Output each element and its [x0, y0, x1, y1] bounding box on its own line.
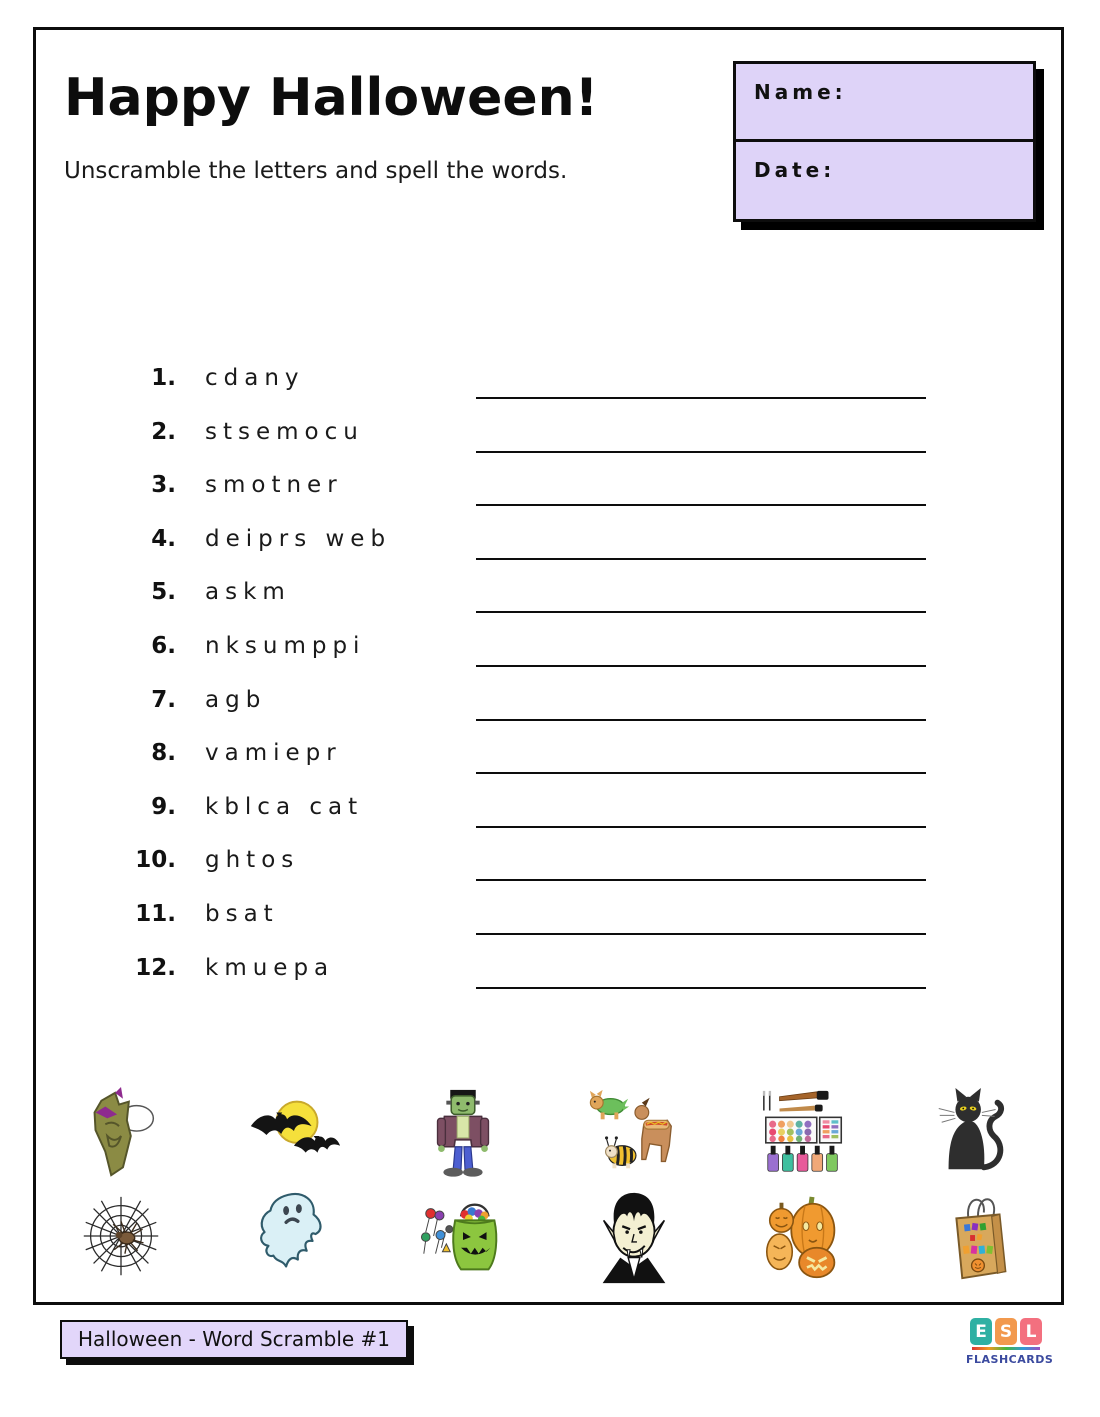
item-number: 4. [151, 525, 176, 552]
mask-icon [69, 1085, 173, 1183]
clipart-vampire [548, 1186, 719, 1290]
item-number: 3. [151, 472, 176, 499]
answer-line [476, 719, 926, 721]
scrambled-word: ghtos [205, 847, 300, 874]
scrambled-word: smotner [205, 472, 343, 499]
scrambled-word: cdany [205, 365, 305, 391]
logo-caption: FLASHCARDS [966, 1353, 1054, 1366]
scrambled-word: vamiepr [205, 740, 342, 767]
clipart-candy-bucket [378, 1186, 549, 1290]
clipart-grid [36, 1082, 1061, 1294]
scrambled-word: agb [205, 686, 267, 713]
word-scramble-list [130, 356, 927, 999]
item-number: 6. [151, 632, 176, 659]
ghost-icon [240, 1189, 344, 1287]
clipart-spider-web [36, 1186, 207, 1290]
frankenstein-monster-icon [411, 1085, 515, 1183]
answer-line [476, 611, 926, 613]
scrambled-word: askm [205, 579, 291, 606]
scrambled-word: stsemocu [205, 418, 364, 445]
list-item [130, 463, 927, 517]
answer-line [476, 933, 926, 935]
item-number: 1. [151, 365, 176, 391]
esl-flashcards-logo [966, 1318, 1054, 1366]
trick-or-treat-bag-icon [924, 1189, 1028, 1287]
answer-line [476, 879, 926, 881]
list-item [130, 678, 927, 732]
name-date-box [733, 61, 1036, 222]
scrambled-word: kmuepa [205, 954, 335, 981]
list-item [130, 838, 927, 892]
dogs-in-costumes-icon [582, 1085, 686, 1183]
item-number: 12. [135, 954, 176, 981]
makeup-kit-icon [753, 1085, 857, 1183]
scrambled-word: deiprs web [205, 525, 392, 552]
clipart-frankenstein [378, 1082, 549, 1186]
page-title: Happy Halloween! [64, 68, 599, 128]
clipart-makeup-kit [719, 1082, 890, 1186]
answer-line [476, 987, 926, 989]
clipart-ghost [207, 1186, 378, 1290]
logo-block-l: L [1020, 1318, 1042, 1345]
clipart-trick-or-treat-bag [890, 1186, 1061, 1290]
black-cat-icon [924, 1085, 1028, 1183]
bats-and-moon-icon [240, 1085, 344, 1183]
list-item [130, 410, 927, 464]
item-number: 10. [135, 847, 176, 874]
list-item [130, 517, 927, 571]
clipart-pumpkins [719, 1186, 890, 1290]
logo-letter-blocks [966, 1318, 1046, 1345]
scrambled-word: kblca cat [205, 793, 364, 820]
date-field: Date: [754, 158, 836, 182]
list-item [130, 356, 927, 410]
item-number: 8. [151, 740, 176, 767]
instructions-text: Unscramble the letters and spell the words. [64, 158, 568, 184]
item-number: 11. [135, 900, 176, 927]
item-number: 7. [151, 686, 176, 713]
list-item [130, 892, 927, 946]
name-field: Name: [736, 64, 1033, 142]
answer-line [476, 504, 926, 506]
answer-line [476, 397, 926, 399]
pumpkins-icon [753, 1189, 857, 1287]
item-number: 9. [151, 793, 176, 820]
logo-block-e: E [970, 1318, 992, 1345]
item-number: 5. [151, 579, 176, 606]
list-item [130, 624, 927, 678]
clipart-mask [36, 1082, 207, 1186]
list-item [130, 570, 927, 624]
list-item [130, 785, 927, 839]
clipart-bats-and-moon [207, 1082, 378, 1186]
item-number: 2. [151, 418, 176, 445]
scrambled-word: nksumppi [205, 632, 366, 659]
list-item [130, 946, 927, 1000]
vampire-icon [582, 1189, 686, 1287]
answer-line [476, 558, 926, 560]
worksheet-title-badge: Halloween - Word Scramble #1 [60, 1320, 408, 1359]
clipart-black-cat [890, 1082, 1061, 1186]
scrambled-word: bsat [205, 900, 279, 927]
list-item [130, 731, 927, 785]
candy-bucket-icon [411, 1189, 515, 1287]
answer-line [476, 665, 926, 667]
logo-block-s: S [995, 1318, 1017, 1345]
clipart-dogs-in-costumes [548, 1082, 719, 1186]
answer-line [476, 451, 926, 453]
logo-rainbow-bar [972, 1347, 1040, 1350]
answer-line [476, 826, 926, 828]
spider-web-icon [69, 1189, 173, 1287]
answer-line [476, 772, 926, 774]
